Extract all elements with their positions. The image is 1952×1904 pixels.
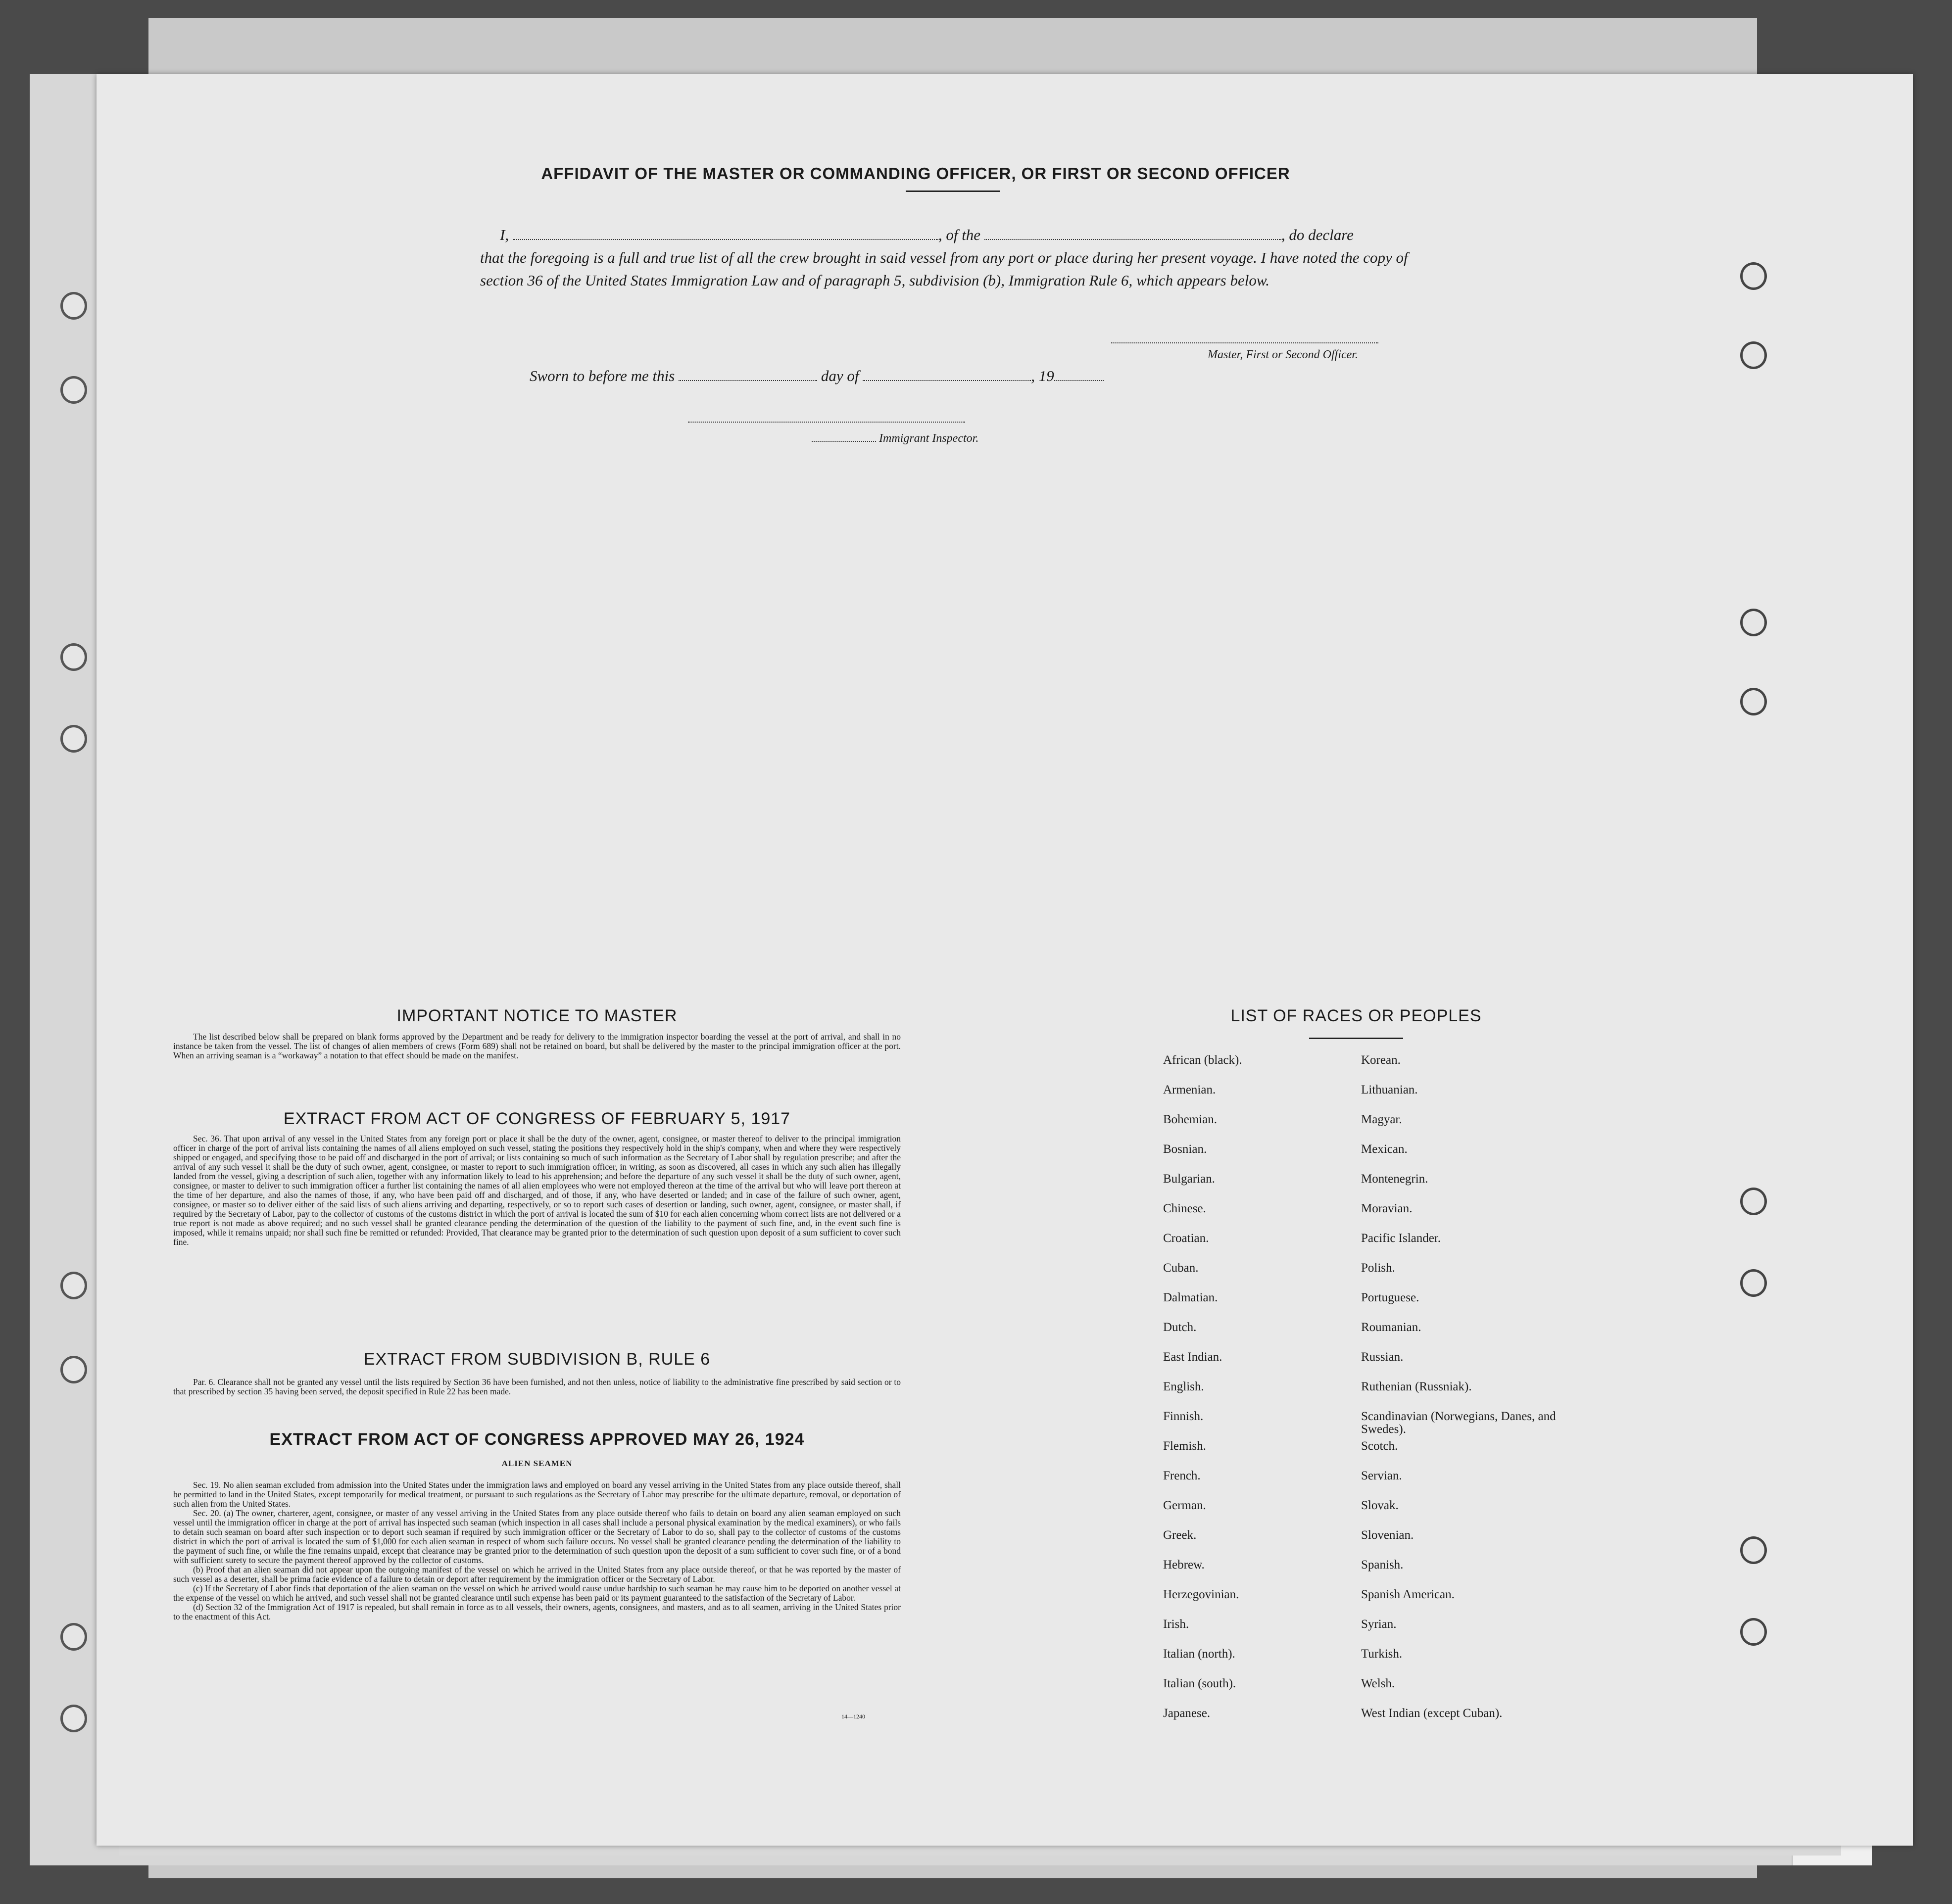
binder-hole-icon [1740, 609, 1767, 636]
race-item: Spanish American. [1361, 1588, 1455, 1601]
race-item: Greek. [1163, 1528, 1197, 1542]
sworn-year-prefix: , 19 [1031, 367, 1054, 384]
sworn-day-field[interactable] [679, 367, 817, 381]
affidavit-do-declare: , do declare [1281, 226, 1354, 243]
vessel-name-field[interactable] [984, 226, 1281, 240]
affidavit-of-the: , of the [938, 226, 981, 243]
race-item: Russian. [1361, 1350, 1404, 1364]
extract-rule6-title: EXTRACT FROM SUBDIVISION B, RULE 6 [363, 1350, 711, 1369]
extract-1924-paragraph: (c) If the Secretary of Labor finds that deportation of the alien seaman on the vessel on which he arrived would cause undue hardship to such seaman he may cause him to be deported on another vessel at the expense of the vessel on which he arrived, and such vessel shall not be granted clearance until such expense has been paid or its payment guaranteed to the satisfaction of the Secretary of Labor. [173, 1583, 901, 1603]
race-item: Portuguese. [1361, 1291, 1419, 1304]
inspector-caption-row [812, 432, 978, 445]
binder-hole-icon [60, 725, 87, 753]
race-item: Slovenian. [1361, 1528, 1414, 1542]
race-item: East Indian. [1163, 1350, 1222, 1364]
race-item: Scotch. [1361, 1439, 1398, 1453]
race-item: Italian (north). [1163, 1647, 1235, 1661]
race-item: Magyar. [1361, 1113, 1402, 1126]
binder-hole-icon [60, 1705, 87, 1732]
race-item: Syrian. [1361, 1618, 1397, 1631]
title-underline [906, 190, 1000, 192]
binder-hole-icon [1740, 1188, 1767, 1215]
extract-1924-paragraph: (d) Section 32 of the Immigration Act of 1917 is repealed, but shall remain in force as to all vessels, their owners, agents, consignees, and masters, and as to all seamen, arriving in the United States prior to the enactment of this Act. [173, 1602, 901, 1621]
extract-rule6-text [173, 1378, 901, 1396]
race-item: Japanese. [1163, 1707, 1211, 1720]
race-item: Pacific Islander. [1361, 1232, 1441, 1245]
notice-paragraph: The list described below shall be prepared on blank forms approved by the Department and be ready for delivery to the immigration inspector boarding the vessel at the port of arrival, and shall in no instance be taken from the vessel. The list of changes of alien members of crews (Form 689) shall not be retained on board, but shall be delivered by the master to the principal immigration officer at the port. When an arriving seaman is a “workaway” a notation to that effect should be made on the manifest. [173, 1032, 901, 1060]
officer-name-field[interactable] [513, 226, 938, 240]
sworn-year-field[interactable] [1054, 367, 1104, 381]
race-item: Cuban. [1163, 1261, 1199, 1275]
notice-title: IMPORTANT NOTICE TO MASTER [396, 1006, 678, 1025]
affidavit-title: AFFIDAVIT OF THE MASTER OR COMMANDING OFFICER, OR FIRST OR SECOND OFFICER [541, 164, 1290, 183]
races-left-column [1163, 1054, 1371, 1737]
race-item: Chinese. [1163, 1202, 1206, 1215]
extract-rule6-paragraph: Par. 6. Clearance shall not be granted any vessel until the lists required by Section 36 have been furnished, and not then unless, notice of liability to the administrative fine prescribed by said section or to that prescribed by section 35 having been served, the deposit specified in Rule 22 has been made. [173, 1377, 901, 1396]
race-item: Italian (south). [1163, 1677, 1236, 1690]
binder-hole-icon [1740, 1269, 1767, 1297]
extract-1924-paragraph: Sec. 19. No alien seaman excluded from admission into the United States under the immigration laws and employed on board any vessel arriving in the United States from any place outside thereof, shall be permitted to land in the United States, except temporarily for medical treatment, or pursuant to such regulations as the Secretary of Labor may prescribe for the ultimate departure, removal, or deportation of such alien from the United States. [173, 1480, 901, 1509]
notice-text [173, 1032, 901, 1060]
race-item: Dalmatian. [1163, 1291, 1218, 1304]
binder-hole-icon [60, 292, 87, 320]
extract-1924-paragraph: Sec. 20. (a) The owner, charterer, agent, consignee, or master of any vessel arriving in the United States from any place outside thereof who fails to detain on board any alien seaman employed on such vessel until the immigration officer in charge at the port of arrival has inspected such seaman (which inspection in all cases shall include a personal physical examination by the medical examiners), or who fails to detain such seaman on board after such inspection or to deport such seaman if required by such immigration officer or the Secretary of Labor to do so, shall pay to the collector of customs of the customs district in which the port of arrival is located the sum of $1,000 for each alien seaman in respect of whom such failure occurs. No vessel shall be granted clearance pending the determination of the liability to the payment of such fine, or while the fine remains unpaid, except that clearance may be granted prior to the determination of such question upon the deposit of a sum sufficient to cover such fine, or of a bond with sufficient surety to secure the payment thereof approved by the collector of customs. [173, 1508, 901, 1565]
race-item: West Indian (except Cuban). [1361, 1707, 1503, 1720]
race-item: Montenegrin. [1361, 1172, 1428, 1186]
sworn-prefix: Sworn to before me this [530, 367, 675, 384]
race-item: Mexican. [1361, 1142, 1408, 1156]
race-item: Dutch. [1163, 1321, 1197, 1334]
binder-hole-icon [60, 1356, 87, 1383]
extract-1924-paragraph: (b) Proof that an alien seaman did not appear upon the outgoing manifest of the vessel on which he arrived in the United States from any place outside thereof, or that he was reported by the master of such vessel as a deserter, shall be prima facie evidence of a failure to detain or deport after requirement by the immigration officer or the Secretary of Labor. [173, 1565, 901, 1584]
race-item: Spanish. [1361, 1558, 1404, 1571]
races-title: LIST OF RACES OR PEOPLES [1230, 1006, 1482, 1025]
master-signature-line[interactable] [1111, 342, 1378, 343]
race-item: African (black). [1163, 1053, 1242, 1067]
extract-1917-title: EXTRACT FROM ACT OF CONGRESS OF FEBRUARY 5, 1917 [283, 1109, 791, 1128]
extract-1917-text [173, 1134, 901, 1247]
binder-hole-icon [1740, 262, 1767, 290]
sworn-month-field[interactable] [863, 367, 1031, 381]
extract-1924-title: EXTRACT FROM ACT OF CONGRESS APPROVED MAY 26, 1924 [269, 1430, 805, 1449]
race-item: Polish. [1361, 1261, 1395, 1275]
inspector-caption: Immigrant Inspector. [879, 432, 979, 445]
race-item: Hebrew. [1163, 1558, 1205, 1571]
races-title-underline [1309, 1038, 1403, 1039]
race-item: German. [1163, 1499, 1206, 1512]
alien-seamen-subtitle: ALIEN SEAMEN [501, 1459, 573, 1468]
binder-hole-icon [60, 1272, 87, 1299]
race-item: French. [1163, 1469, 1201, 1482]
sworn-line [530, 367, 1104, 385]
race-item: Bosnian. [1163, 1142, 1207, 1156]
race-item: Finnish. [1163, 1410, 1204, 1423]
binder-hole-icon [1740, 1536, 1767, 1564]
binder-hole-icon [60, 376, 87, 404]
race-item: Servian. [1361, 1469, 1402, 1482]
affidavit-i: I, [500, 226, 509, 243]
race-item: English. [1163, 1380, 1204, 1393]
extract-1924-text [173, 1480, 901, 1621]
affidavit-first-line [480, 224, 1420, 246]
extract-1917-paragraph: Sec. 36. That upon arrival of any vessel in the United States from any foreign port or place it shall be the duty of the owner, agent, consignee, or master thereof to deliver to the principal immigration officer in charge of the port of arrival lists containing the names of all aliens employed on such vessel, stating the positions they respectively hold in the ship's company, when and where they were respectively shipped or engaged, and specifying those to be paid off and discharged in the port of arrival; or lists containing so much of such information as the Secretary of Labor shall by regulation prescribe; and after the arrival of any such vessel it shall be the duty of such owner, agent, consignee, or master to report to such immigration officer, in writing, as soon as discovered, all cases in which any such alien has illegally landed from the vessel, giving a description of such alien, together with any information likely to lead to his apprehension; and before the departure of any such vessel it shall be the duty of such owner, agent, consignee, or master to deliver to such immigration officer a further list containing the names of all alien employees who were not employed thereon at the time of the arrival but who will leave port thereon at the time of her departure, and also the names of those, if any, who have been paid off and discharged, and of those, if any, who have deserted or landed; and in case of the failure of such owner, agent, consignee, or master so to deliver either of the said lists of such aliens arriving and departing, respectively, or so to report such cases of desertion or landing, such owner, agent, consignee, or master shall, if required by the Secretary of Labor, pay to the collector of customs of the customs district in which the port of arrival is located the sum of $10 for each alien concerning whom correct lists are not delivered or a true report is not made as above required; and no such vessel shall be granted clearance pending the determination of the question of the liability to the payment of such fine, and, in the event such fine is imposed, while it remains unpaid; nor shall such fine be remitted or refunded: Provided, That clearance may be granted prior to the determination of such question upon deposit of a sum sufficient to cover such fine. [173, 1134, 901, 1247]
race-item: Bulgarian. [1163, 1172, 1215, 1186]
sworn-day-of: day of [821, 367, 859, 384]
affidavit-body: that the foregoing is a full and true list of all the crew brought in said vessel from any port or place during her present voyage. I have noted the copy of section 36 of the United States Immigration Law and of paragraph 5, subdivision (b), Immigration Rule 6, which appears below. [480, 249, 1408, 289]
race-item: Armenian. [1163, 1083, 1216, 1096]
race-item: Korean. [1361, 1053, 1401, 1067]
race-item: Turkish. [1361, 1647, 1403, 1661]
race-item: Welsh. [1361, 1677, 1395, 1690]
race-item: Bohemian. [1163, 1113, 1218, 1126]
race-item: Scandinavian (Norwegians, Danes, and Swedes). [1361, 1410, 1556, 1436]
binder-hole-icon [60, 1623, 87, 1651]
binder-hole-icon [1740, 688, 1767, 715]
race-item: Herzegovinian. [1163, 1588, 1239, 1601]
race-item: Irish. [1163, 1618, 1189, 1631]
race-item: Slovak. [1361, 1499, 1399, 1512]
signature-caption: Master, First or Second Officer. [1208, 348, 1358, 361]
inspector-signature-line[interactable] [688, 422, 965, 423]
race-item: Flemish. [1163, 1439, 1206, 1453]
binder-hole-icon [1740, 341, 1767, 369]
race-item: Lithuanian. [1361, 1083, 1418, 1096]
inspector-name-field[interactable] [812, 432, 876, 442]
race-item: Roumanian. [1361, 1321, 1421, 1334]
binder-hole-icon [60, 643, 87, 671]
form-number: 14—1240 [841, 1713, 865, 1720]
races-right-column [1361, 1054, 1569, 1737]
binder-hole-icon [1740, 1618, 1767, 1646]
races-list [1163, 1054, 1609, 1737]
race-item: Croatian. [1163, 1232, 1209, 1245]
race-item: Ruthenian (Russniak). [1361, 1380, 1472, 1393]
affidavit-statement [480, 224, 1420, 292]
race-item: Moravian. [1361, 1202, 1413, 1215]
